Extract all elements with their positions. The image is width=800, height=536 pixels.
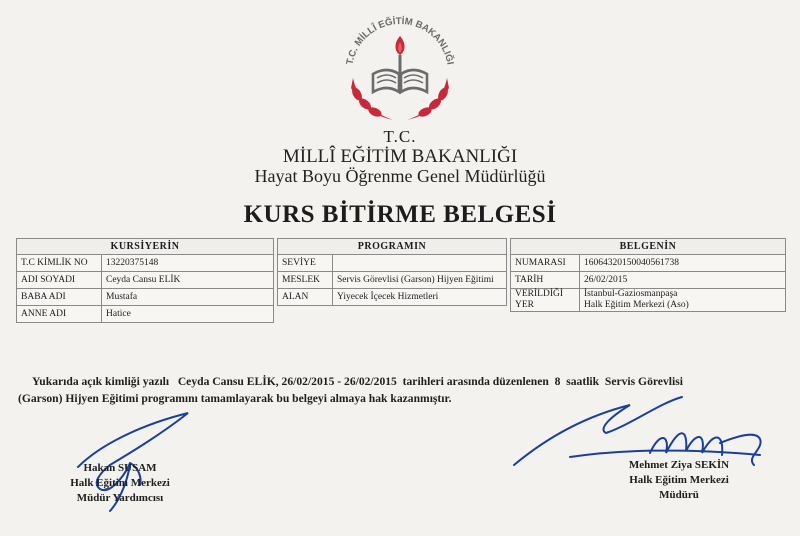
table-row: [17, 272, 274, 289]
program-level-value: [333, 255, 507, 272]
trainee-father-value: Mustafa: [102, 289, 274, 306]
table-row: [511, 272, 786, 289]
program-table: [277, 238, 507, 306]
certificate-heading: BELGENİN: [511, 239, 786, 255]
left-signatory-title: Müdür Yardımcısı: [76, 492, 164, 504]
table-row: [17, 255, 274, 272]
program-field-label: ALAN: [278, 289, 333, 306]
trainee-id-value: 13220375148: [102, 255, 274, 272]
trainee-mother-label: ANNE ADI: [17, 306, 102, 323]
header-ministry: MİLLÎ EĞİTİM BAKANLIĞI: [282, 146, 518, 167]
program-occupation-value: Servis Görevlisi (Garson) Hijyen Eğitimi: [333, 272, 507, 289]
table-row: [278, 289, 507, 306]
table-row: [278, 272, 507, 289]
ministry-logo: [335, 8, 465, 130]
trainee-name-value: Ceyda Cansu ELİK: [102, 272, 274, 289]
statement-name: Ceyda Cansu ELİK: [177, 375, 276, 388]
table-row: [511, 289, 786, 312]
statement-dates: , 26/02/2015 - 26/02/2015 tarihleri arasında düzenlenen 8 saatlik Servis Görevlisi: [275, 375, 683, 388]
logo-text: T.C. MİLLÎ EĞİTİM BAKANLIĞI: [344, 15, 456, 66]
table-row: [278, 255, 507, 272]
program-heading: PROGRAMIN: [278, 239, 507, 255]
right-signatory-institution: Halk Eğitim Merkezi: [629, 474, 729, 486]
trainee-table: [16, 238, 274, 323]
certificate-number-value: 16064320150040561738: [580, 255, 786, 272]
trainee-name-label: ADI SOYADI: [17, 272, 102, 289]
program-field-value: Yiyecek İçecek Hizmetleri: [333, 289, 507, 306]
statement-line2: (Garson) Hijyen Eğitimi programını tamamlayarak bu belgeyi almaya hak kazanmıştır.: [18, 392, 452, 405]
left-signatory-name: Hakan SUSAM: [83, 462, 157, 474]
certificate-date-value: 26/02/2015: [580, 272, 786, 289]
statement-intro: Yukarıda açık kimliği yazılı: [32, 375, 170, 388]
trainee-mother-value: Hatice: [102, 306, 274, 323]
table-row: [17, 306, 274, 323]
header-tc: T.C.: [383, 127, 417, 146]
program-level-label: SEVİYE: [278, 255, 333, 272]
certificate-place-label: VERİLDİĞİ YER: [511, 289, 580, 312]
trainee-father-label: BABA ADI: [17, 289, 102, 306]
certificate-table: [510, 238, 786, 312]
document-title: KURS BİTİRME BELGESİ: [243, 201, 557, 228]
right-signatory: [606, 458, 752, 503]
certificate-place-line2: Halk Eğitim Merkezi (Aso): [584, 300, 689, 310]
trainee-heading: KURSİYERİN: [17, 239, 274, 255]
trainee-id-label: T.C KİMLİK NO: [17, 255, 102, 272]
certificate-date-label: TARİH: [511, 272, 580, 289]
certificate-place-line1: İstanbul-Gaziosmanpaşa: [584, 289, 678, 299]
program-occupation-label: MESLEK: [278, 272, 333, 289]
right-signatory-name: Mehmet Ziya SEKİN: [628, 459, 730, 471]
certificate-number-label: NUMARASI: [511, 255, 580, 272]
left-signatory-institution: Halk Eğitim Merkezi: [70, 477, 170, 489]
right-signatory-title: Müdürü: [659, 489, 699, 501]
table-row: [17, 289, 274, 306]
table-row: [511, 255, 786, 272]
certificate-place-value: [580, 289, 786, 312]
header-directorate: Hayat Boyu Öğrenme Genel Müdürlüğü: [254, 166, 546, 186]
left-signatory: [50, 461, 190, 506]
